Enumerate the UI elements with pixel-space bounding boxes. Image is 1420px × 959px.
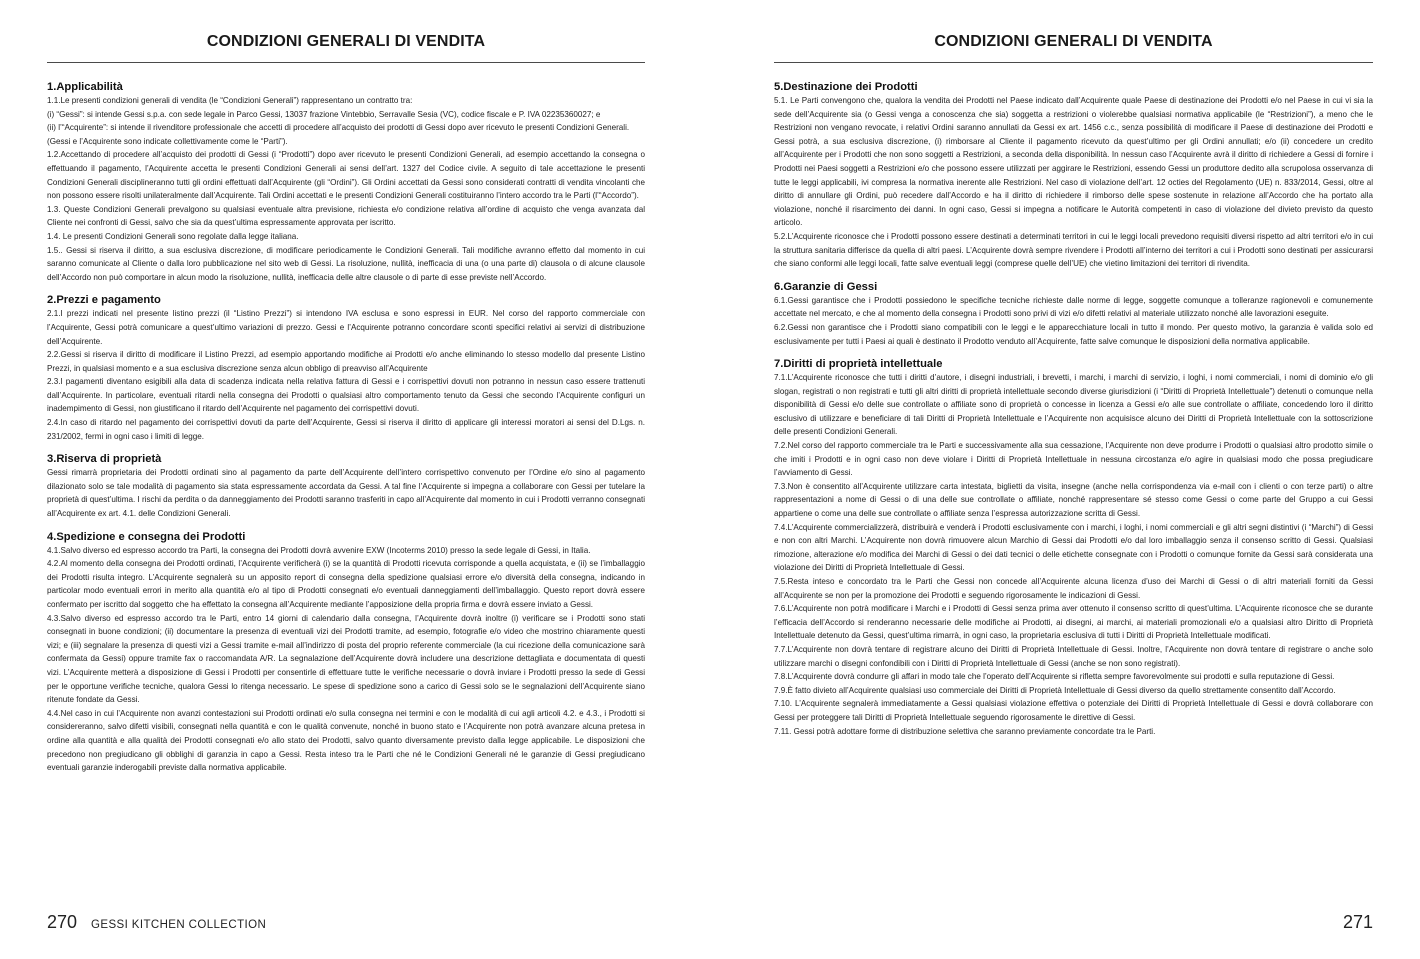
section: [774, 280, 1373, 348]
section-paragraph: 7.11. Gessi potrà adottare forme di distribuzione selettiva che saranno previamente concordate tra le Parti.: [774, 726, 1156, 736]
section-paragraph: 7.7.L’Acquirente non dovrà tentare di registrare alcuno dei Diritti di Proprietà Intellettuale di Gessi. Inoltre, l’Acquirente non dovrà tentare di registrare o anche solo utilizzare marchi o disegni confondibili con i Diritti di Proprietà Intellettuale di Gessi (anche se non sono registrati).: [774, 644, 1373, 668]
section-paragraph: 5.1. Le Parti convengono che, qualora la vendita dei Prodotti nel Paese indicato dall’Acquirente quale Paese di destinazione dei Prodotti e/o nel Paese in cui vi sia la sede dell’Acquirente sia (o Gessi venga a conoscenza che sia) soggetta a restrizioni o violerebbe qualsiasi normativa applicabile (le “Restrizioni”), a meno che le Restrizioni non vengano revocate, i relativi Ordini saranno annullati da Gessi ex art. 1456 c.c., senza possibilità di modificare il Paese di destinazione dei Prodotti e Gessi potrà, a sua esclusiva discrezione, (i) rimborsare al Cliente il pagamento ricevuto da quest’ultimo per gli Ordini annullati; e/o (ii) concedere un credito all’Acquirente per i Prodotti che non sono soggetti a Restrizioni, a seconda della disponibilità. In nessun caso l’Acquirente avrà il diritto di richiedere a Gessi di fornire i Prodotti nei Paesi soggetti a Restrizioni e/o che possono essere utilizzati per aggirare le Restrizioni, essendo Gessi un produttore dedito alla scrupolosa osservanza di tutte le leggi applicabili, ivi compresa la normativa inerente alle Restrizioni. Nel caso di violazione dell’art. 12 octies del Regolamento (UE) n. 833/2014, Gessi, oltre al diritto di annullare gli Ordini, può recedere dall’Accordo e ha il diritto di richiedere il rimborso delle spese sostenute in relazione all’Accordo che ha portato alla violazione, nonché il risarcimento dei danni. In ogni caso, Gessi si impegna a notificare le Autorità competenti in caso di violazione del divieto previsto da questo articolo.: [774, 96, 1373, 228]
section-paragraph: 7.1.L’Acquirente riconosce che tutti i diritti d’autore, i disegni industriali, i brevetti, i marchi, i marchi di servizio, i loghi, i nomi commerciali, i nomi di dominio e/o gli slogan, registrati o non registrati e tutti gli altri diritti di proprietà intellettuale secondo diverse giurisdizioni (i “Diritti di Proprietà Intellettuale”) detenuti o comunque nella disponibilità di Gessi e/o delle sue controllate o affiliate sono di proprietà o concesse in licenza a Gessi e/o alle sue controllate o affiliate, concedendo loro il diritto esclusivo di utilizzare e beneficiare di tali Diritti di Proprietà Intellettuale e l’Acquirente non acquisisce alcuno dei Diritti di Proprietà Intellettuale con la sottoscrizione delle presenti Condizioni Generali.: [774, 373, 1373, 437]
page-number: 270: [47, 912, 78, 932]
section-paragraph: 4.3.Salvo diverso ed espresso accordo tra le Parti, entro 14 giorni di calendario dalla consegna, l’Acquirente dovrà inoltre (i) verificare se i Prodotti sono stati consegnati in buone condizioni; (ii) documentare la presenza di eventuali vizi dei Prodotti tramite, ad esempio, fotografie e/o video che mostrino chiaramente questi vizi; e (iii) segnalare la presenza di questi vizi a Gessi tramite e-mail all’indirizzo di posta del proprio referente commerciale (la cui ricezione della comunicazione sarà confermata da Gessi) oppure tramite fax o raccomandata A/R. La segnalazione dell’Acquirente dovrà includere una descrizione dettagliata e documentata di questi vizi. L’Acquirente metterà a disposizione di Gessi i Prodotti per consentirle di effettuare tutte le verifiche necessarie o dovrà inviare i Prodotti presso la sede di Gessi per le opportune verifiche tecniche, qualora Gessi lo ritenga necessario. Le spese di spedizione sono a carico di Gessi solo se le segnalazioni dell’Acquirente siano ritenute fondate da Gessi.: [47, 613, 645, 705]
section-heading: 3.Riserva di proprietà: [47, 453, 162, 466]
section-paragraph: 7.2.Nel corso del rapporto commerciale tra le Parti e successivamente alla sua cessazione, l’Acquirente non deve produrre i Prodotti o qualsiasi altro prodotto simile o che imiti i Prodotti e in ogni caso non deve violare i Diritti di Proprietà Intellettuale in nessuna circostanza e/o agire in qualsiasi modo che possa pregiudicare l’avviamento di Gessi.: [774, 441, 1373, 478]
section: [774, 357, 1373, 738]
page-content: [774, 80, 1373, 747]
section-paragraph: 2.3.I pagamenti diventano esigibili alla data di scadenza indicata nella relativa fattura di Gessi e i corrispettivi dovuti non potranno in nessun caso essere trattenuti dall’Acquirente. In particolare, eventuali ritardi nella consegna dei Prodotti o qualsiasi altro comportamento tenuto da Gessi che secondo l’Acquirente configuri un inadempimento di Gessi, non giustificano il ritardo dell’Acquirente nel pagamento dei corrispettivi dovuti.: [47, 377, 645, 414]
section-heading: 1.Applicabilità: [47, 81, 123, 93]
section-paragraph: (i) “Gessi”: si intende Gessi s.p.a. con sede legale in Parco Gessi, 13037 frazione Vintebbio, Serravalle Sesia (VC), codice fiscale e P. IVA 02235360027; e: [47, 109, 601, 119]
title-rule: [774, 62, 1373, 63]
page-number: 271: [1342, 912, 1373, 932]
section-paragraph: 6.2.Gessi non garantisce che i Prodotti siano compatibili con le leggi e le apparecchiature locali in tutto il mondo. Per questo motivo, la garanzia è valida solo ed esclusivamente per tutti i Paesi ai quali è destinato il Prodotto venduto all’Acquirente, fatte salve comunque le disposizioni della normativa applicabile.: [774, 322, 1373, 346]
section-paragraph: 1.4. Le presenti Condizioni Generali sono regolate dalla legge italiana.: [47, 231, 299, 241]
section-paragraph: 6.1.Gessi garantisce che i Prodotti possiedono le specifiche tecniche richieste dalle norme di legge, soggette comunque a tolleranze ragionevoli e comunemente accettate nel mercato, e che al momento della consegna i Prodotti sono privi di vizi e/o difetti relativi al materiale utilizzato nonché alle lavorazioni eseguite.: [774, 295, 1373, 319]
section-paragraph: 7.9.È fatto divieto all’Acquirente qualsiasi uso commerciale dei Diritti di Proprietà Intellettuale di Gessi diverso da quello strettamente consentito dall’Accordo.: [774, 685, 1336, 695]
section-paragraph: 4.1.Salvo diverso ed espresso accordo tra Parti, la consegna dei Prodotti dovrà avvenire EXW (Incoterms 2010) presso la sede legale di Gessi, in Italia.: [47, 545, 591, 555]
section: [47, 452, 645, 520]
section-heading: 5.Destinazione dei Prodotti: [774, 81, 918, 93]
section-paragraph: 5.2.L’Acquirente riconosce che i Prodotti possono essere destinati a determinati territori in cui le leggi locali prevedono requisiti diversi rispetto ad altri territori e/o in cui la struttura sanitaria differisce da quella di altri paesi. L’Acquirente dovrà sempre rivendere i Prodotti all’interno dei territori a cui i Prodotti sono destinati per assicurarsi che siano conformi alle leggi locali, fatte salve eventuali leggi (comprese quelle dell’UE) che vietino limitazioni dei territori di rivendita.: [774, 231, 1373, 269]
section-heading: 7.Diritti di proprietà intellettuale: [774, 358, 943, 371]
section: [47, 80, 645, 284]
section: [47, 530, 645, 775]
section-paragraph: 4.2.Al momento della consegna dei Prodotti ordinati, l’Acquirente verificherà (i) se la quantità di Prodotti ricevuta corrisponde a quella acquistata, e (ii) se l’imballaggio dei Prodotti risulta integro. L’Acquirente segnalerà su un apposito report di consegna della spedizione qualsiasi errore e/o diversità della consegna, indicando in particolar modo eventuali errori in merito alla quantità e/o al tipo di Prodotti consegnati e/o eventuali danneggiamenti dell’imballaggio. Questo report dovrà essere confermato per iscritto dal soggetto che ha effettato la consegna all’Acquirente mediante l’apposizione della propria firma e dovrà essere inviato a Gessi.: [47, 559, 645, 609]
section-paragraph: (ii) l’“Acquirente”: si intende il rivenditore professionale che accetti di procedere all’acquisto dei prodotti di Gessi dopo aver ricevuto le presenti Condizioni Generali.: [47, 123, 630, 133]
section-paragraph: 7.4.L’Acquirente commercializzerà, distribuirà e venderà i Prodotti esclusivamente con i marchi, i loghi, i nomi commerciali e gli altri segni distintivi (i “Marchi”) di Gessi e non con altri Marchi. L’Acquirente non dovrà rimuovere alcun Marchio di Gessi dai Prodotti e/o dal loro imballaggio senza il consenso scritto di Gessi. Qualsiasi rimozione, alterazione e/o modifica dei Marchi di Gessi o dei dati tecnici o delle etichette consegnate con i Prodotti o comunque fornite da Gessi sarà considerata una violazione dei Diritti di Proprietà Intellettuale di Gessi.: [774, 522, 1373, 573]
page-content: [47, 80, 645, 784]
section-paragraph: 7.5.Resta inteso e concordato tra le Parti che Gessi non concede all’Acquirente alcuna licenza d’uso dei Marchi di Gessi o di altri materiali forniti da Gessi all’Acquirente se non per la promozione dei Prodotti e seguendo rigorosamente le indicazioni di Gessi.: [774, 577, 1373, 600]
section-heading: 4.Spedizione e consegna dei Prodotti: [47, 530, 246, 543]
page-footer: [47, 912, 266, 933]
section-paragraph: 1.3. Queste Condizioni Generali prevalgono su qualsiasi eventuale altra previsione, richiesta e/o condizione relativa all’ordine di acquisto che venga avanzata dal Cliente nei confronti di Gessi, salvo che sia da quest’ultima espressamente approvata per iscritto.: [47, 204, 645, 228]
section-paragraph: 7.8.L’Acquirente dovrà condurre gli affari in modo tale che l’operato dell’Acquirente si rifletta sempre favorevolmente sui prodotti e sulla reputazione di Gessi.: [774, 672, 1335, 682]
page-title: CONDIZIONI GENERALI DI VENDITA: [934, 33, 1213, 50]
right-page: [774, 0, 1373, 959]
section-paragraph: 7.10. L’Acquirente segnalerà immediatamente a Gessi qualsiasi violazione effettiva o potenziale dei Diritti di Proprietà Intellettuale di Gessi e dovrà collaborare con Gessi per proteggere tali Diritti di Proprietà Intellettuale seguendo rigorosamente le direttive di Gessi.: [774, 699, 1373, 722]
section-paragraph: 2.1.I prezzi indicati nel presente listino prezzi (il “Listino Prezzi”) si intendono IVA esclusa e sono espressi in EUR. Nel corso del rapporto commerciale con l’Acquirente, Gessi potrà comunicare a quest’ultimo variazioni di prezzo. Gessi e l’Acquirente potranno concordare sconti specifici relativi ai servizi di distribuzione dell’Acquirente.: [47, 309, 645, 346]
section: [47, 293, 645, 443]
section-paragraph: 7.6.L’Acquirente non potrà modificare i Marchi e i Prodotti di Gessi senza prima aver ottenuto il consenso scritto di quest’ultima. L’Acquirente riconosce che se durante l’efficacia dell’Accordo si renderanno necessarie delle modifiche ai Prodotti, ai disegni, ai marchi, ai materiali promozionali e/o a qualsiasi altro Diritto di Proprietà Intellettuale detenuto da Gessi, quest’ultima rimarrà, in ogni caso, la proprietaria esclusiva di tutti i Diritti di Proprietà Intellettuale modificati.: [774, 604, 1373, 641]
title-rule: [47, 62, 645, 63]
section-paragraph: 1.1.Le presenti condizioni generali di vendita (le “Condizioni Generali”) rappresentano un contratto tra:: [47, 96, 413, 105]
section-paragraph: 2.2.Gessi si riserva il diritto di modificare il Listino Prezzi, ad esempio apportando modifiche ai Prodotti e/o anche eliminando lo stesso modello dal presente Listino Prezzi, in qualsiasi momento e a sua esclusiva discrezione senza alcun obbligo di preavviso all’Acquirente: [47, 350, 645, 373]
section-heading: 6.Garanzie di Gessi: [774, 280, 878, 293]
section-paragraph: 4.4.Nel caso in cui l’Acquirente non avanzi contestazioni sui Prodotti ordinati e/o sulla consegna nei termini e con le modalità di cui agli articoli 4.2. e 4.3., i Prodotti si considereranno, salvo difetti visibili, consegnati nella quantità e con le qualità convenute, nonché in buono stato e l’Acquirente non potrà avanzare alcuna pretesa in ordine alla quantità e alla qualità dei Prodotti consegnati e/o allo stato dei Prodotti, salvo quanto diversamente previsto dalla legge applicabile. Le disposizioni che precedono non pregiudicano gli obblighi di garanzia in capo a Gessi. Resta inteso tra le Parti che né le Condizioni Generali né le garanzie di Gessi pregiudicano eventuali garanzie inderogabili previste dalla normativa applicabile.: [47, 708, 645, 773]
section-paragraph: 7.3.Non è consentito all’Acquirente utilizzare carta intestata, biglietti da visita, insegne (anche nella corrispondenza via e-mail con i clienti o con terze parti) o altre rappresentazioni a nome di Gessi o di una delle sue controllate o affiliate, nonché rappresentare sé stesso come Gessi o come parte del Gruppo a cui Gessi appartiene o come una delle sue controllate o affiliate senza l’espressa autorizzazione scritta di Gessi.: [774, 481, 1373, 519]
section-paragraph: 1.2.Accettando di procedere all’acquisto dei prodotti di Gessi (i “Prodotti”) dopo aver ricevuto le presenti Condizioni Generali, ad esempio accettando la consegna o effettuando il pagamento, l’Acquirente accetta le presenti Condizioni Generali ai sensi dell’art. 1327 del Codice civile. A seguito di tale accettazione le presenti Condizioni Generali disciplineranno tutti gli ordini effettuati dall’Acquirente (gli “Ordini”). Gli Ordini accettati da Gessi sono considerati contratti di vendita vincolanti che non possono essere risolti unilateralmente dall’Acquirente. Tali Ordini accettati e le presenti Condizioni Generali costituiranno l’intero accordo tra le Parti (l’“Accordo”).: [47, 150, 645, 201]
left-page: [47, 0, 645, 959]
section-heading: 2.Prezzi e pagamento: [47, 294, 161, 307]
section-paragraph: (Gessi e l’Acquirente sono indicate collettivamente come le “Parti”).: [47, 136, 288, 146]
footer-brand: GESSI KITCHEN COLLECTION: [91, 919, 267, 931]
section: [774, 80, 1373, 271]
section-paragraph: Gessi rimarrà proprietaria dei Prodotti ordinati sino al pagamento da parte dell’Acquirente dell’intero corrispettivo convenuto per l’Ordine e/o sino al pagamento dilazionato solo se tale modalità di pagamento sia stata espressamente accordata da Gessi. A tal fine l’Acquirente si impegna a collaborare con Gessi per tutelare la proprietà di quest’ultima. I rischi da perdita o da danneggiamento dei Prodotti saranno trasferiti in capo all’Acquirente dal momento in cui i Prodotti verranno consegnati all’Acquirente ex art. 4.1. delle Condizioni Generali.: [47, 468, 645, 519]
section-paragraph: 2.4.In caso di ritardo nel pagamento dei corrispettivi dovuti da parte dell’Acquirente, Gessi si riserva il diritto di applicare gli interessi moratori ai sensi del D.Lgs. n. 231/2002, fermi in ogni caso i limiti di legge.: [47, 418, 645, 441]
page-title: CONDIZIONI GENERALI DI VENDITA: [206, 33, 486, 50]
section-paragraph: 1.5.. Gessi si riserva il diritto, a sua esclusiva discrezione, di modificare periodicamente le Condizioni Generali. Tali modifiche avranno effetto dal momento in cui saranno comunicate al Cliente o dalla loro pubblicazione nel sito web di Gessi. La risoluzione, nullità, inefficacia di una (o una parte di) clausola o di alcune clausole dell’Accordo non può comportare in alcun modo la risoluzione, nullità, inefficacia delle altre clausole o di parte di esse previste nell’Accordo.: [47, 245, 645, 282]
